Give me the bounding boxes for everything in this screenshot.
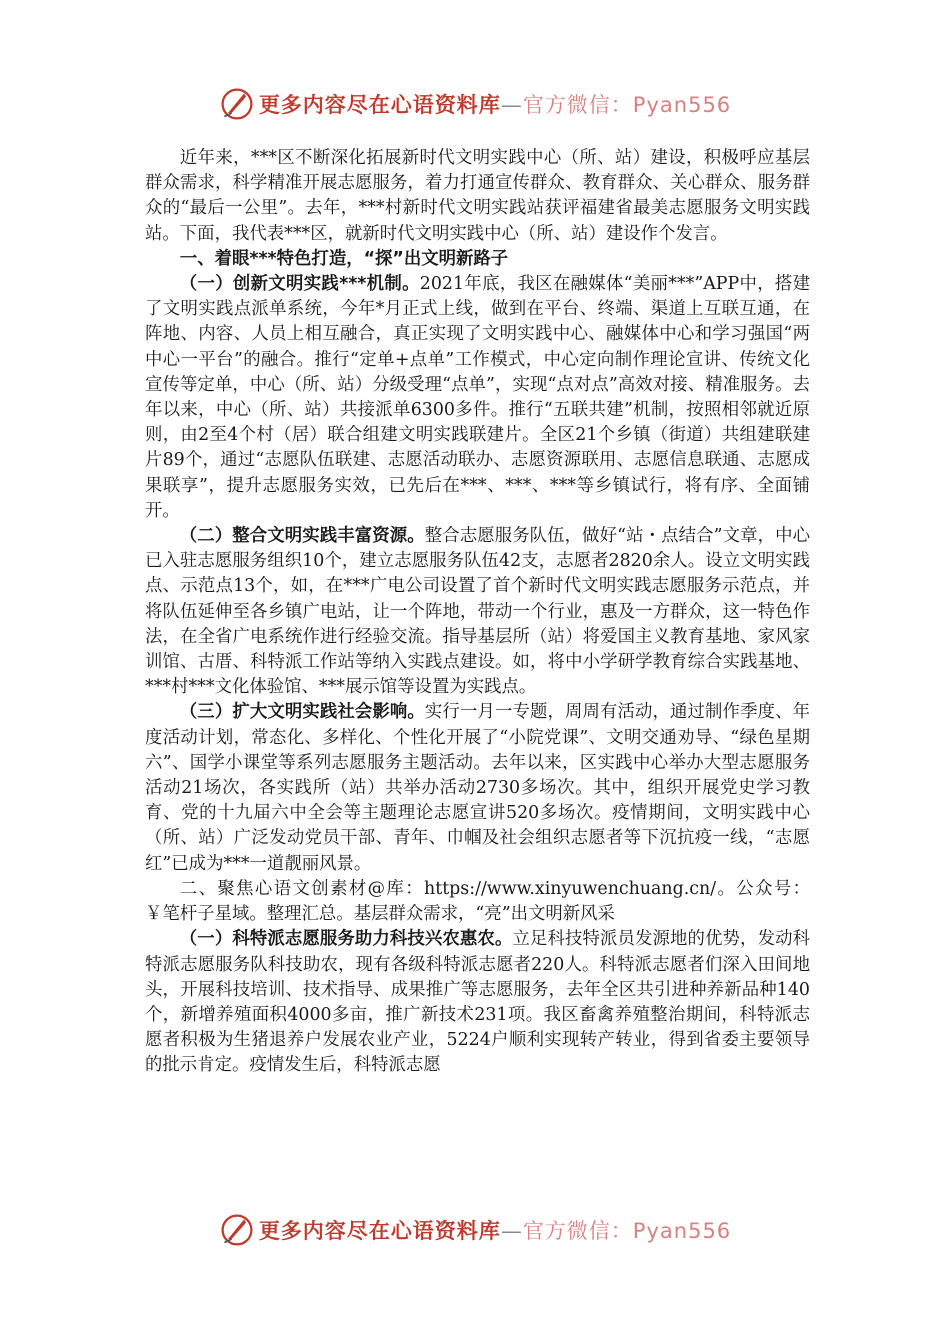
watermark-brand: 更多内容尽在心语资料库 xyxy=(258,93,501,117)
paragraph-body: 整合志愿服务队伍，做好“站・点结合”文章，中心已入驻志愿服务组织10个，建立志愿服务队伍42支，志愿者2820余人。设立文明实践点、示范点13个，如，在***广电公司设置了首个新时代文明实践志愿服务示范点，并将队伍延伸至各乡镇广电站，让一个阵地，带动一个行业，惠及一方群众，这一特色作法，在全省广电系统作进行经验交流。指导基层所（站）将爱国主义教育基地、家风家训馆、古厝、科特派工作站等纳入实践点建设。如，将中小学研学教育综合实践基地、***村***文化体验馆、***展示馆等设置为实践点。 xyxy=(145,526,810,698)
document-body xyxy=(145,146,810,1079)
paragraph-lead: （一）创新文明实践***机制。 xyxy=(179,274,420,295)
quill-logo-icon xyxy=(219,86,255,122)
paragraph-body: 2021年底，我区在融媒体“美丽***”APP中，搭建了文明实践点派单系统，今年*月正式上线，做到在平台、终端、渠道上互联互通，在阵地、内容、人员上相互融合，真正实现了文明实践中心、融媒体中心和学习强国“两中心一平台”的融合。推行“定单+点单”工作模式，中心定向制作理论宣讲、传统文化宣传等定单，中心（所、站）分级受理“点单”，实现“点对点”高效对接、精准服务。去年以来，中心（所、站）共接派单6300多件。推行“五联共建”机制，按照相邻就近原则，由2至4个村（居）联合组建文明实践联建片。全区21个乡镇（街道）共组建联建片89个，通过“志愿队伍联建、志愿活动联办、志愿资源联用、志愿信息联通、志愿成果联享”，提升志愿服务实效，已先后在***、***、***等乡镇试行，将有序、全面铺开。 xyxy=(145,274,810,521)
watermark-wechat: 官方微信：Pyan556 xyxy=(522,93,732,117)
paragraph-body: 实行一月一专题，周周有活动，通过制作季度、年度活动计划，常态化、多样化、个性化开展了“小院党课”、文明交通劝导、“绿色星期六”、国学小课堂等系列志愿服务主题活动。去年以来，区实践中心举办大型志愿服务活动21场次，各实践所（站）共举办活动2730多场次。其中，组织开展党史学习教育、党的十九届六中全会等主题理论志愿宣讲520多场次。疫情期间，文明实践中心（所、站）广泛发动党员干部、青年、巾帼及社会组织志愿者等下沉抗疫一线，“志愿红”已成为***一道靓丽风景。 xyxy=(145,702,810,874)
section-1-paragraph-3 xyxy=(145,700,810,876)
watermark-separator: — xyxy=(500,1219,523,1243)
section-1-paragraph-1 xyxy=(145,272,810,524)
watermark-separator: — xyxy=(500,93,523,117)
header-watermark-banner xyxy=(0,84,950,124)
paragraph-lead: （一）科特派志愿服务助力科技兴农惠农。 xyxy=(179,929,513,950)
watermark-wechat: 官方微信：Pyan556 xyxy=(522,1219,732,1243)
section-1-heading: 一、着眼***特色打造，“探”出文明新路子 xyxy=(179,248,509,269)
watermark-text xyxy=(259,89,731,119)
paragraph-body: 立足科技特派员发源地的优势，发动科特派志愿服务队科技助农，现有各级科特派志愿者220人。科特派志愿者们深入田间地头，开展科技培训、技术指导、成果推广等志愿服务，去年全区共引进种养新品种140个，新增养殖面积4000多亩，推广新技术231项。我区畜禽养殖整治期间，科特派志愿者积极为生猪退养户发展农业产业，5224户顺利实现转产转业，得到省委主要领导的批示肯定。疫情发生后，科特派志愿 xyxy=(145,929,810,1076)
section-1-paragraph-2 xyxy=(145,524,810,700)
watermark-text xyxy=(259,1215,731,1245)
footer-watermark-banner xyxy=(0,1210,950,1250)
quill-logo-icon xyxy=(219,1212,255,1248)
watermark-brand: 更多内容尽在心语资料库 xyxy=(258,1219,501,1243)
intro-paragraph: 近年来，***区不断深化拓展新时代文明实践中心（所、站）建设，积极呼应基层群众需求，科学精准开展志愿服务，着力打通宣传群众、教育群众、关心群众、服务群众的“最后一公里”。去年，***村新时代文明实践站获评福建省最美志愿服务文明实践站。下面，我代表***区，就新时代文明实践中心（所、站）建设作个发言。 xyxy=(145,148,810,244)
section-2-heading: 二、聚焦心语文创素材@库：https://www.xinyuwenchuang.cn/。公众号：￥笔杆子星域。整理汇总。基层群众需求，“亮”出文明新风采 xyxy=(145,878,810,925)
section-2-paragraph-1 xyxy=(145,927,810,1078)
paragraph-lead: （二）整合文明实践丰富资源。 xyxy=(179,526,425,547)
paragraph-lead: （三）扩大文明实践社会影响。 xyxy=(179,702,425,723)
